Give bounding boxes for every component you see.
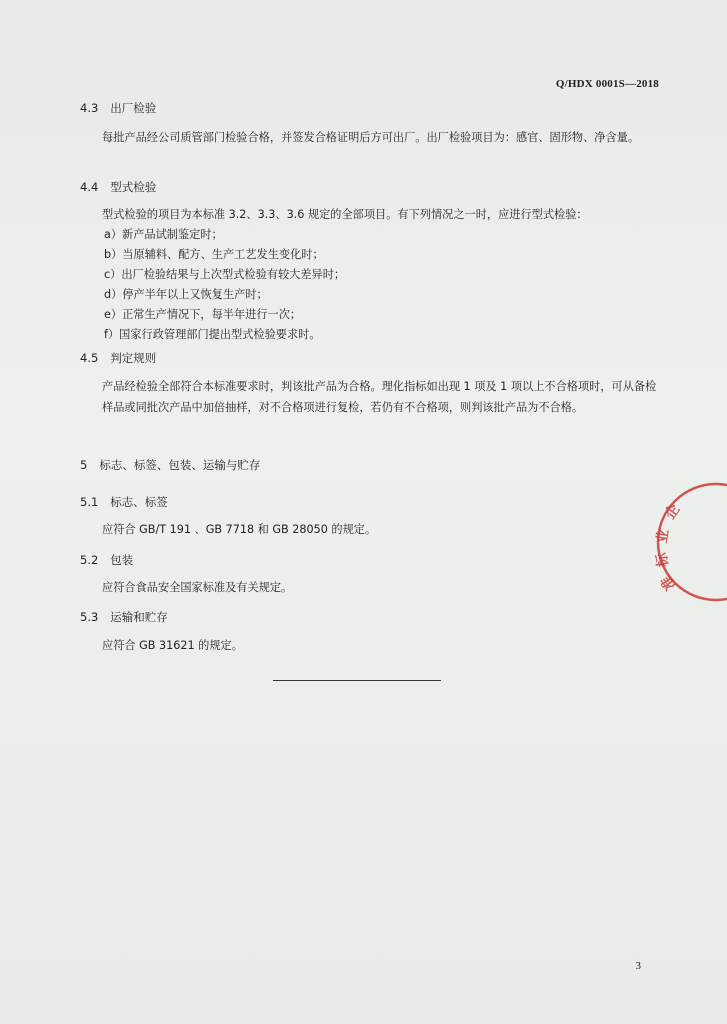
section-5-3-heading [80, 609, 168, 625]
section-title: 出厂检验 [110, 101, 157, 115]
section-5-1-text: 应符合 GB/T 191 、GB 7718 和 GB 28050 的规定。 [102, 523, 377, 536]
section-number: 5.1 [80, 495, 99, 509]
section-5-heading [80, 457, 260, 473]
list-item: d）停产半年以上又恢复生产时； [104, 288, 268, 301]
seal-stamp [648, 480, 727, 610]
section-title: 运输和贮存 [110, 610, 168, 624]
list-item: f）国家行政管理部门提出型式检验要求时。 [104, 328, 321, 341]
list-item: c）出厂检验结果与上次型式检验有较大差异时； [104, 268, 346, 281]
section-title: 型式检验 [110, 180, 157, 194]
section-5-2-text: 应符合食品安全国家标准及有关规定。 [102, 581, 293, 594]
svg-text:企: 企 [662, 501, 684, 523]
section-number: 4.4 [80, 180, 99, 194]
list-item: a）新产品试制鉴定时； [104, 228, 223, 241]
section-number: 5 [80, 458, 88, 472]
list-item: b）当原辅料、配方、生产工艺发生变化时； [104, 248, 324, 261]
svg-text:准: 准 [658, 572, 680, 593]
section-title: 判定规则 [110, 351, 157, 365]
section-4-5-text: 产品经检验全部符合本标准要求时，判该批产品为合格。理化指标如出现 1 项及 1 项以上不合格项时，可从备检样品或同批次产品中加倍抽样，对不合格项进行复检，若仍有不合格项，则判该批产品为不合格。 [102, 380, 657, 414]
section-4-4-heading [80, 179, 156, 195]
section-number: 5.2 [80, 553, 99, 567]
section-5-1-heading [80, 494, 168, 510]
section-4-3-heading [80, 100, 156, 116]
section-title: 标志、标签、包装、运输与贮存 [99, 458, 261, 472]
section-number: 4.3 [80, 101, 99, 115]
svg-text:标: 标 [653, 551, 672, 569]
standard-code: Q/HDX 0001S—2018 [555, 78, 659, 90]
section-number: 4.5 [80, 351, 99, 365]
section-5-2-heading [80, 552, 133, 568]
end-rule [273, 680, 441, 681]
page-number: 3 [635, 960, 641, 972]
section-number: 5.3 [80, 610, 99, 624]
section-4-5-heading [80, 350, 156, 366]
section-4-3-text: 每批产品经公司质管部门检验合格，并签发合格证明后方可出厂。出厂检验项目为：感官、固形物、净含量。 [102, 131, 640, 144]
section-title: 包装 [110, 553, 134, 567]
seal-stamp-graphic [648, 480, 727, 610]
section-5-3-text: 应符合 GB 31621 的规定。 [102, 639, 243, 652]
section-4-4-intro: 型式检验的项目为本标准 3.2、3.3、3.6 规定的全部项目。有下列情况之一时，应进行型式检验： [102, 208, 588, 221]
svg-text:业: 业 [654, 528, 673, 545]
section-title: 标志、标签 [110, 495, 168, 509]
list-item: e）正常生产情况下，每半年进行一次； [104, 308, 302, 321]
